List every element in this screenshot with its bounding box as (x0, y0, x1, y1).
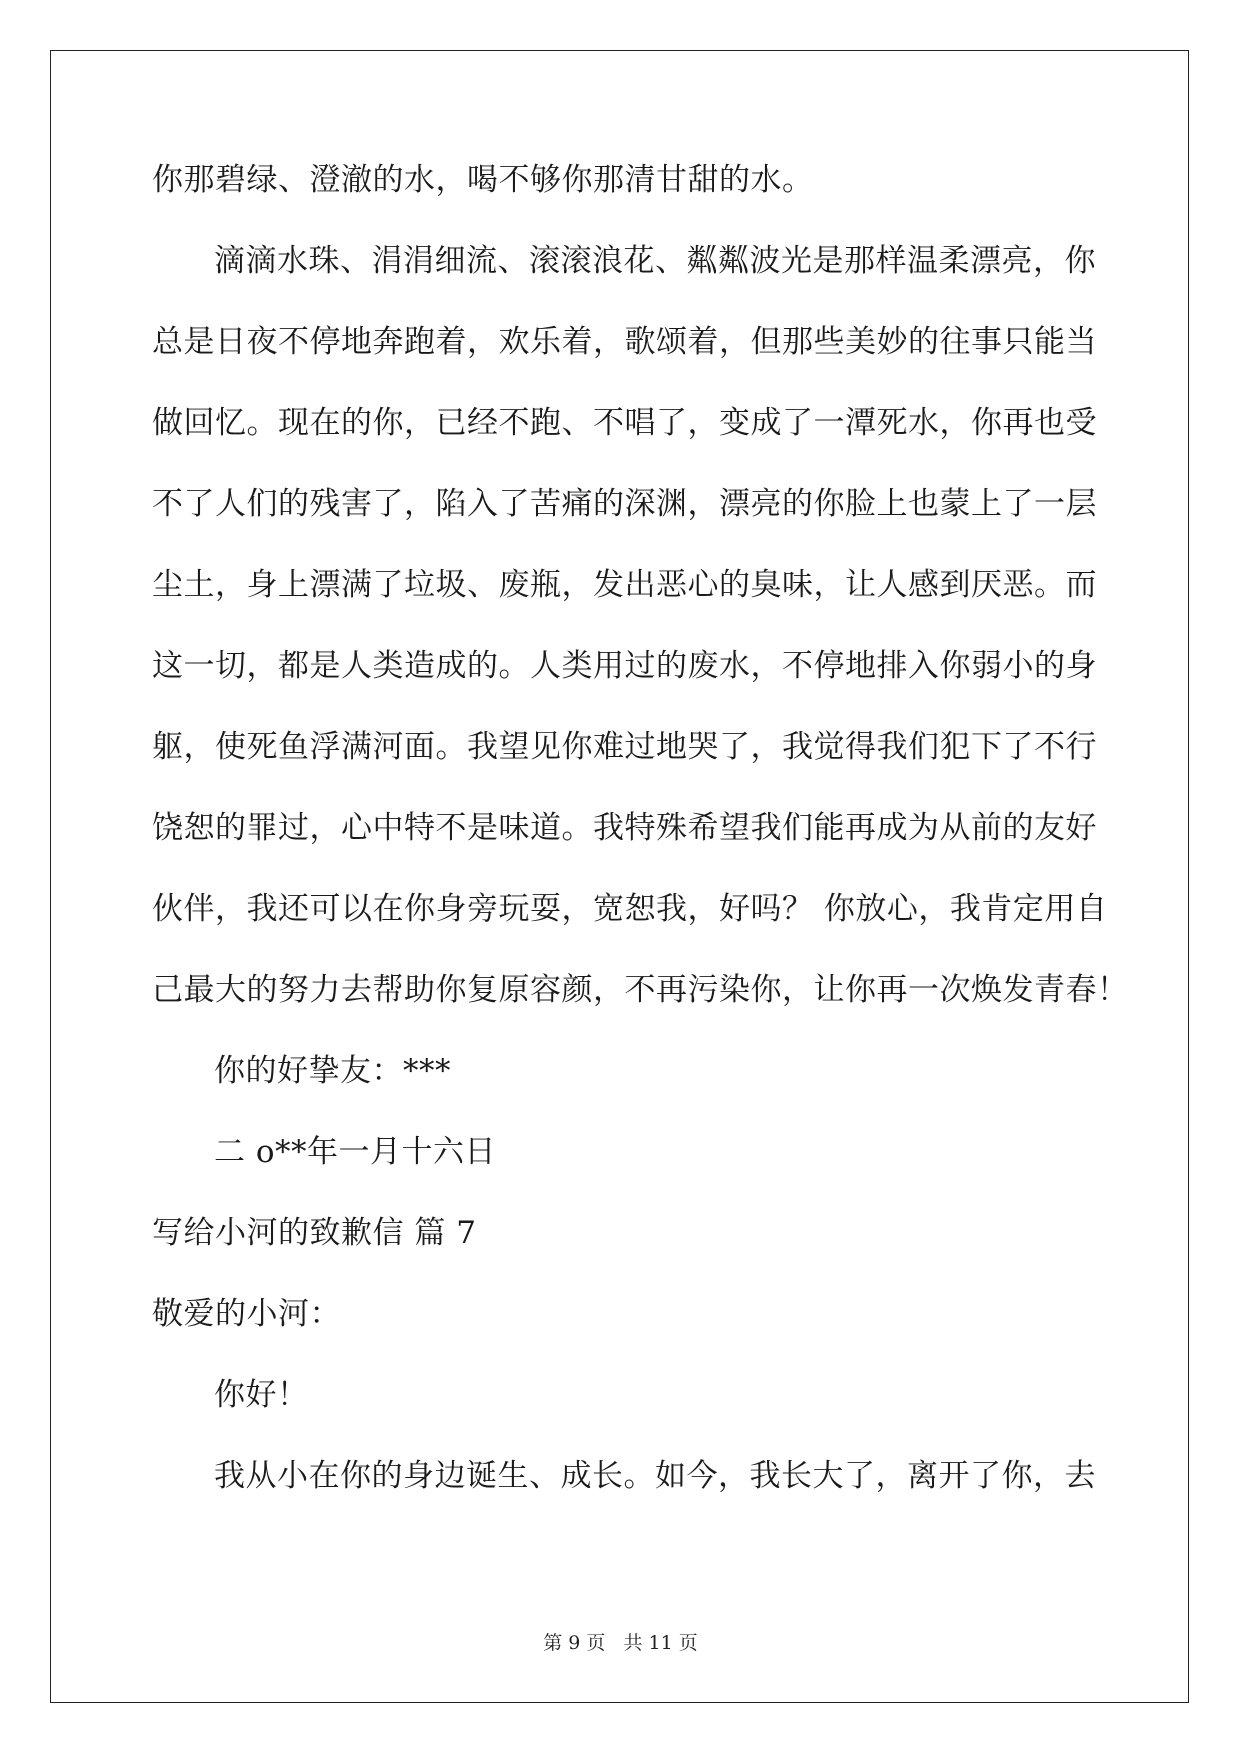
text-line: 这一切，都是人类造成的。人类用过的废水，不停地排入你弱小的身 (152, 648, 1097, 684)
text-line: 己最大的努力去帮助你复原容颜，不再污染你，让你再一次焕发青春！ (152, 972, 1129, 1008)
greeting-line: 你好！ (214, 1377, 309, 1413)
text-line: 不了人们的残害了，陷入了苦痛的深渊，漂亮的你脸上也蒙上了一层 (152, 486, 1097, 522)
salutation: 敬爱的小河： (152, 1296, 341, 1332)
page-footer (0, 1628, 1241, 1655)
text-line: 伙伴，我还可以在你身旁玩耍，宽恕我，好吗？ 你放心，我肯定用自 (152, 891, 1108, 927)
text-line: 饶恕的罪过，心中特不是味道。我特殊希望我们能再成为从前的友好 (152, 810, 1097, 846)
page-number: 第 9 页 (543, 1632, 606, 1654)
page-total: 共 11 页 (623, 1632, 698, 1654)
section-title: 写给小河的致歉信 篇 7 (152, 1215, 477, 1251)
text-line: 我从小在你的身边诞生、成长。如今，我长大了，离开了你，去 (214, 1458, 1096, 1494)
text-line: 做回忆。现在的你，已经不跑、不唱了，变成了一潭死水，你再也受 (152, 405, 1097, 441)
document-body (152, 160, 1129, 1537)
text-line: 躯，使死鱼浮满河面。我望见你难过地哭了，我觉得我们犯下了不行 (152, 729, 1097, 765)
date-line: 二 o**年一月十六日 (214, 1134, 497, 1170)
signature-line: 你的好挚友：*** (214, 1053, 451, 1089)
text-line: 你那碧绿、澄澈的水，喝不够你那清甘甜的水。 (152, 162, 814, 198)
text-line: 尘土，身上漂满了垃圾、废瓶，发出恶心的臭味，让人感到厌恶。而 (152, 567, 1097, 603)
text-line: 滴滴水珠、涓涓细流、滚滚浪花、粼粼波光是那样温柔漂亮，你 (214, 243, 1096, 279)
text-line: 总是日夜不停地奔跑着，欢乐着，歌颂着，但那些美妙的往事只能当 (152, 324, 1097, 360)
